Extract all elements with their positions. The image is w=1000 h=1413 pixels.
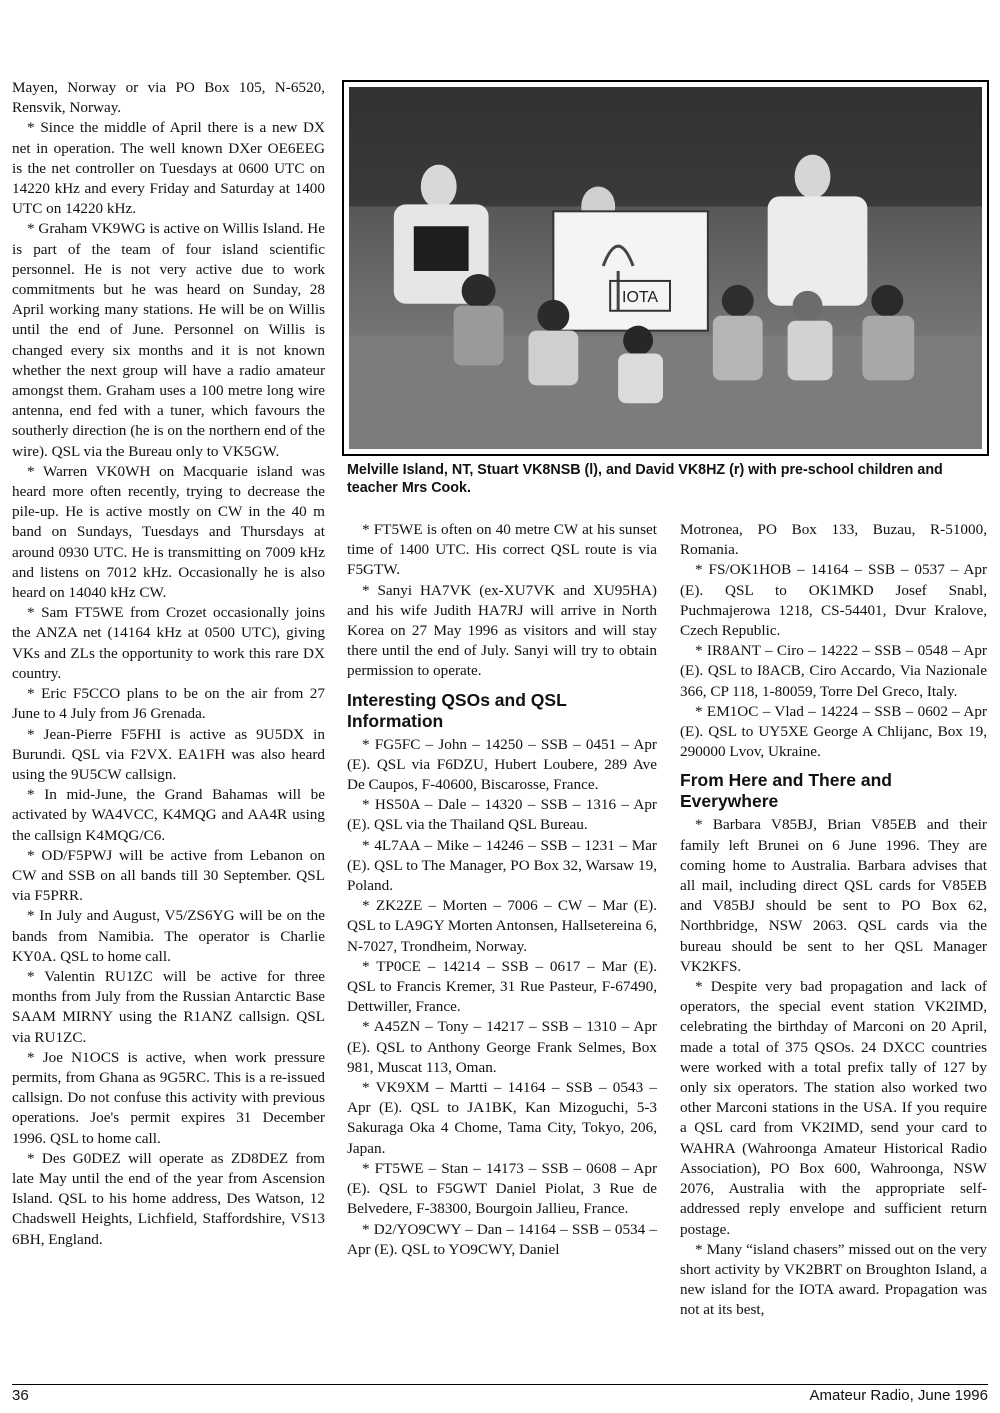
section-heading: Interesting QSOs and QSL Information	[347, 689, 567, 731]
paragraph: * A45ZN – Tony – 14217 – SSB – 1310 – Apr (E). QSL to Anthony George Frank Selmes, Box 981, Muscat 113, Oman.	[347, 1018, 657, 1076]
paragraph: * FG5FC – John – 14250 – SSB – 0451 – Apr (E). QSL via F6DZU, Hubert Loubere, 289 Ave De Caupos, F-40600, Biscarosse, France.	[347, 735, 657, 794]
running-footer: Amateur Radio, June 1996	[809, 1387, 988, 1404]
group-photo	[349, 87, 982, 449]
paragraph: Motronea, PO Box 133, Buzau, R-51000, Romania.	[680, 521, 987, 559]
paragraph: * Graham VK9WG is active on Willis Island. He is part of the team of four island scientific personnel. He is not very active due to work commitments but he was heard on Sunday, 28 April working many stations. He will be on Willis until the end of June. Personnel on Willis is changed every six months and it is not known whether the next group will have a radio amateur amongst them. Graham uses a 100 metre long wire antenna, end fed with a tuner, which favours the southerly direction (he is on the northern end of the wire). QSL via the Bureau only to VK5GW.	[12, 220, 325, 460]
paragraph: * Despite very bad propagation and lack of operators, the special event station VK2IMD, celebrating the birthday of Marconi on 20 April, made a total of 375 QSOs. 24 DXCC countries were worked with a total prefix tally of 127 by only six operators. The station also worked two other Marconi stations in the USA. If you require a QSL card from VK2IMD, send your card to WAHRA (Wahroonga Amateur Historical Radio Association), PO Box 600, Wahroonga, NSW 2076, Australia with the appropriate self-addressed reply envelope and sufficient return postage.	[680, 978, 987, 1238]
paragraph: * FS/OK1HOB – 14164 – SSB – 0537 – Apr (E). QSL to OK1MKD Josef Snabl, Puchmajerowa 1218, CS-54401, Dvur Kralove, Czech Republic.	[680, 561, 987, 640]
paragraph: * TP0CE – 14214 – SSB – 0617 – Mar (E). QSL to Francis Kremer, 31 Rue Pasteur, F-67490, Dettwiller, France.	[347, 957, 657, 1016]
banner-text: IOTA	[622, 288, 659, 306]
article-column-3	[680, 520, 987, 1321]
paragraph: * EM1OC – Vlad – 14224 – SSB – 0602 – Apr (E). QSL to UY5XE George A Chlijanc, Box 19, 290000 Lvov, Ukraine.	[680, 702, 987, 761]
paragraph: * VK9XM – Martti – 14164 – SSB – 0543 – Apr (E). QSL to JA1BK, Kan Mizoguchi, 5-3 Sakuraga Oka 4 Chome, Tama City, Tokyo, 206, Japan.	[347, 1079, 657, 1157]
paragraph: * In mid-June, the Grand Bahamas will be activated by WA4VCC, K4MQG and AA4R using the callsign K4MQG/C6.	[12, 786, 325, 844]
paragraph: * Joe N1OCS is active, when work pressure permits, from Ghana as 9G5RC. This is a re-issued callsign. Do not confuse this activity with previous operations. Joe's permit expires 31 December 1996. QSL to home call.	[12, 1048, 325, 1147]
paragraph: * OD/F5PWJ will be active from Lebanon on CW and SSB on all bands till 30 September. QSL via F5PRR.	[12, 846, 325, 905]
paragraph: * Sanyi HA7VK (ex-XU7VK and XU95HA) and his wife Judith HA7RJ will arrive in North Korea on 27 May 1996 as visitors and will stay there until the end of July. Sanyi will try to obtain permission to operate.	[347, 581, 657, 680]
paragraph: Mayen, Norway or via PO Box 105, N-6520, Rensvik, Norway.	[12, 79, 325, 117]
paragraph: * Des G0DEZ will operate as ZD8DEZ from late May until the end of the year from Ascension Island. QSL to his home address, Des Watson, 12 Chadswell Heights, Lichfield, Staffordshire, VS13 6BH, England.	[12, 1149, 325, 1248]
paragraph: * 4L7AA – Mike – 14246 – SSB – 1231 – Mar (E). QSL to The Manager, PO Box 32, Warsaw 19, Poland.	[347, 836, 657, 895]
paragraph: * Since the middle of April there is a new DX net in operation. The well known DXer OE6EEG is the net controller on Tuesdays at 0600 UTC on 14220 kHz and every Friday and Saturday at 1400 UTC on 14220 kHz.	[12, 119, 325, 218]
section-heading: From Here and There and Everywhere	[680, 770, 892, 812]
paragraph: * ZK2ZE – Morten – 7006 – CW – Mar (E). QSL to LA9GY Morten Antonsen, Hallsetereina 6, N-7027, Trondheim, Norway.	[347, 897, 657, 955]
paragraph: * Valentin RU1ZC will be active for three months from July from the Russian Antarctic Base SAAM MIRNY using the R1ANZ callsign. QSL via RU1ZC.	[12, 967, 325, 1046]
paragraph: * D2/YO9CWY – Dan – 14164 – SSB – 0534 – Apr (E). QSL to YO9CWY, Daniel	[347, 1220, 657, 1258]
paragraph: * Eric F5CCO plans to be on the air from 27 June to 4 July from J6 Grenada.	[12, 685, 325, 723]
paragraph: * Jean-Pierre F5FHI is active as 9U5DX in Burundi. QSL via F2VX. EA1FH was also heard using the 9U5CW callsign.	[12, 725, 325, 783]
photo-frame	[342, 80, 989, 456]
article-column-1	[12, 78, 325, 1250]
paragraph: * Sam FT5WE from Crozet occasionally joins the ANZA net (14164 kHz at 0500 UTC), giving VKs and ZLs the opportunity to work this rare DX country.	[12, 604, 325, 682]
photo-caption: Melville Island, NT, Stuart VK8NSB (l), and David VK8HZ (r) with pre-school children and teacher Mrs Cook.	[347, 462, 943, 496]
paragraph: * HS50A – Dale – 14320 – SSB – 1316 – Apr (E). QSL via the Thailand QSL Bureau.	[347, 796, 657, 834]
page-number: 36	[12, 1387, 29, 1404]
paragraph: * FT5WE – Stan – 14173 – SSB – 0608 – Apr (E). QSL to F5GWT Daniel Piolat, 3 Rue de Belvedere, F-38300, Bourgoin Jallieu, France.	[347, 1159, 657, 1218]
paragraph: * Warren VK0WH on Macquarie island was heard more often recently, trying to decrease the pile-up. He is active mostly on CW in the 40 m band on Sundays, Tuesdays and Thursdays at around 0930 UTC. He is transmitting on 7009 kHz and listens on 7012 kHz. Occasionally he is also heard on 14040 kHz CW.	[12, 462, 325, 602]
paragraph: * Barbara V85BJ, Brian V85EB and their family left Brunei on 6 June 1996. They are coming home to Australia. Barbara advises that all mail, including direct QSL cards for V85EB and V85BJ should be sent to PO Box 62, Northbridge, NSW 2063. QSL cards via the bureau should be sent to her QSL Manager VK2KFS.	[680, 816, 987, 975]
paragraph: * In July and August, V5/ZS6YG will be on the bands from Namibia. The operator is Charlie KY0A. QSL to home call.	[12, 907, 325, 965]
paragraph: * IR8ANT – Ciro – 14222 – SSB – 0548 – Apr (E). QSL to I8ACB, Ciro Accardo, Via Nazionale 366, CP 118, 1-80059, Torre Del Greco, Italy.	[680, 642, 987, 700]
paragraph: * Many “island chasers” missed out on the very short activity by VK2BRT on Broughton Island, a new island for the IOTA award. Propagation was not at its best,	[680, 1240, 987, 1319]
footer-rule	[12, 1384, 988, 1385]
paragraph: * FT5WE is often on 40 metre CW at his sunset time of 1400 UTC. His correct QSL route is via F5GTW.	[347, 521, 657, 579]
article-column-2	[347, 520, 657, 1260]
